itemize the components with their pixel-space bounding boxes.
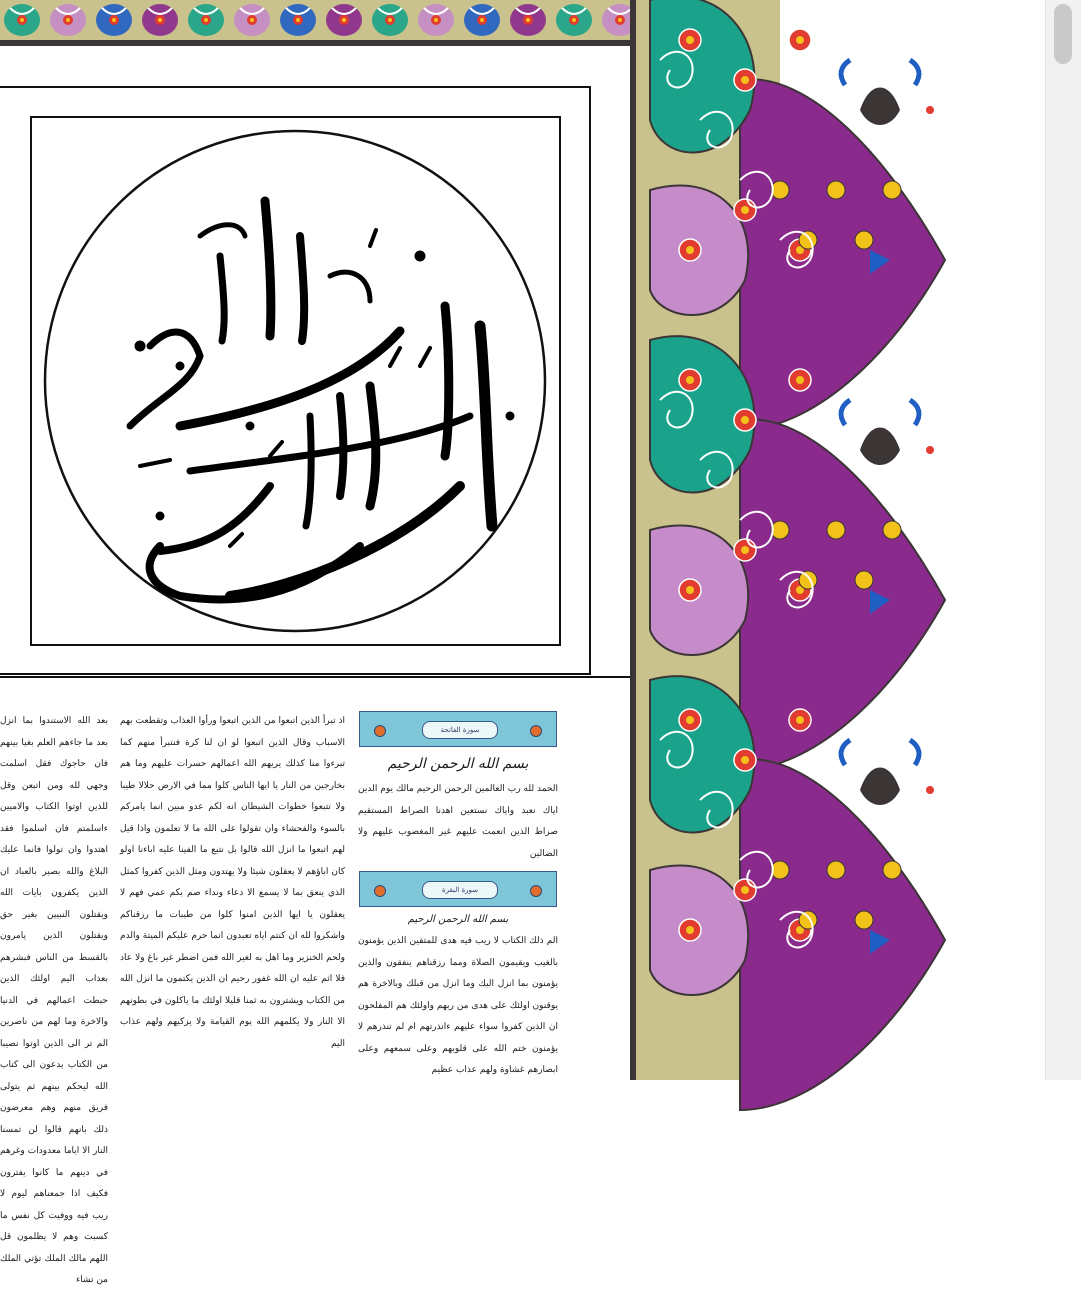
text-column-right bbox=[358, 711, 558, 1126]
side-illumination-border bbox=[630, 0, 1045, 1080]
sura-text-fatiha: الحمد لله رب العالمين الرحمن الرحيم مالك يوم الدين اياك نعبد واياك نستعين اهدنا الصراط المستقيم صراط الذين انعمت عليهم غير المغضوب عليهم ولا الضالين bbox=[358, 784, 558, 859]
column-text: بعد الله الاستندوا بما انزل بعد ما جاءهم العلم بغيا بينهم فان حاجوك فقل اسلمت وجهي لله ومن اتبعن وقل للذين اوتوا الكتاب والاميين ءاسلمتم فان اسلموا فقد اهتدوا وان تولوا فانما عليك البلاغ والله بصير بالعباد ان الذين يكفرون بايات الله ويقتلون النبيين بغير حق ويقتلون الذين يامرون بالقسط من الناس فبشرهم بعذاب اليم اولئك الذين حبطت اعمالهم في الدنيا والاخرة وما لهم من ناصرين الم تر الى الذين اوتوا نصيبا من الكتاب يدعون الى كتاب الله ليحكم بينهم ثم يتولى فريق منهم وهم معرضون ذلك بانهم قالوا لن تمسنا النار الا اياما معدودات وغرهم في دينهم ما كانوا يفترون فكيف اذا جمعناهم ليوم لا ريب فيه ووفيت كل نفس ما كسبت وهم لا يظلمون قل اللهم مالك الملك تؤتي الملك من تشاء bbox=[0, 716, 108, 1285]
sura-header-baqarah bbox=[359, 871, 557, 907]
basmala-line: بسم الله الرحمن الرحيم bbox=[387, 756, 529, 772]
ornament-icon bbox=[530, 725, 542, 737]
frame-divider bbox=[0, 676, 630, 678]
top-illumination-border bbox=[0, 0, 640, 46]
column-text: اذ تبرأ الذين اتبعوا من الذين اتبعوا ورأوا العذاب وتقطعت بهم الاسباب وقال الذين اتبعوا لو ان لنا كرة فنتبرأ منهم كما تبرءوا منا كذلك يريهم الله اعمالهم حسرات عليهم وما هم بخارجين من النار يا ايها الناس كلوا مما في الارض حلالا طيبا ولا تتبعوا خطوات الشيطان انه لكم عدو مبين انما يامركم بالسوء والفحشاء وان تقولوا على الله ما لا تعلمون واذا قيل لهم اتبعوا ما انزل الله قالوا بل نتبع ما الفينا عليه اباءنا اولو كان اباؤهم لا يعقلون شيئا ولا يهتدون ومثل الذين كفروا كمثل الذي ينعق بما لا يسمع الا دعاء ونداء صم بكم عمي فهم لا يعقلون يا ايها الذين امنوا كلوا من طيبات ما رزقناكم واشكروا لله ان كنتم اياه تعبدون انما حرم عليكم الميتة والدم ولحم الخنزير وما اهل به لغير الله فمن اضطر غير باغ ولا عاد فلا اثم عليه ان الله غفور رحيم ان الذين يكتمون ما انزل الله من الكتاب ويشترون به ثمنا قليلا اولئك ما ياكلون في بطونهم الا النار ولا يكلمهم الله يوم القيامة ولا يزكيهم ولهم عذاب اليم bbox=[120, 716, 345, 1049]
sura-title: سورة الفاتحة bbox=[422, 721, 498, 739]
ornament-icon bbox=[374, 885, 386, 897]
ornament-icon bbox=[530, 885, 542, 897]
text-column-middle bbox=[120, 711, 345, 1126]
basmala-line: بسم الله الرحمن الرحيم bbox=[407, 914, 509, 925]
sura-text-baqarah: الم ذلك الكتاب لا ريب فيه هدى للمتقين الذين يؤمنون بالغيب ويقيمون الصلاة ومما رزقناهم ينفقون والذين يؤمنون بما انزل اليك وما انزل من قبلك وبالاخرة هم يوقنون اولئك على هدى من ربهم واولئك هم المفلحون ان الذين كفروا سواء عليهم ءانذرتهم ام لم تنذرهم لا يؤمنون ختم الله على قلوبهم وعلى سمعهم وعلى ابصارهم غشاوة ولهم عذاب عظيم bbox=[358, 936, 558, 1075]
ornament-icon bbox=[374, 725, 386, 737]
sura-header-fatiha bbox=[359, 711, 557, 747]
basmala-medallion bbox=[40, 126, 550, 636]
text-column-left bbox=[0, 711, 108, 1285]
scrollbar-thumb[interactable] bbox=[1054, 4, 1072, 64]
sura-title: سورة البقرة bbox=[422, 881, 498, 899]
text-panel bbox=[0, 46, 632, 1285]
vertical-scrollbar[interactable] bbox=[1045, 0, 1081, 1080]
